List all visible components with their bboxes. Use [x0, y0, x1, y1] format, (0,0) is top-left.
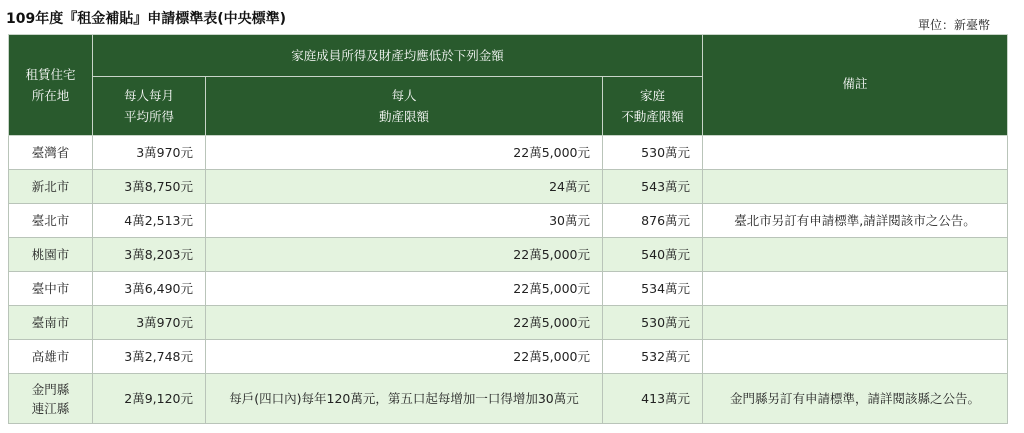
header-income-line1: 每人每月 [123, 88, 174, 103]
remark-cell [703, 272, 1008, 306]
remark-cell [703, 238, 1008, 272]
page-title: 109年度『租金補貼』申請標準表(中央標準) [6, 11, 287, 27]
header-movable-assets [206, 77, 603, 136]
realestate-cell: 540萬元 [603, 238, 703, 272]
header-region-line1: 租賃住宅 [25, 67, 76, 82]
movable-cell: 22萬5,000元 [206, 272, 603, 306]
income-cell: 3萬8,750元 [93, 170, 206, 204]
remark-cell: 臺北市另訂有申請標準,請詳閱該市之公告。 [703, 204, 1008, 238]
region-line1: 金門縣 [31, 381, 70, 397]
realestate-cell: 532萬元 [603, 340, 703, 374]
income-cell: 3萬970元 [93, 136, 206, 170]
header-movable-line1: 每人 [391, 88, 417, 103]
region-cell: 臺灣省 [9, 136, 93, 170]
region-cell: 新北市 [9, 170, 93, 204]
remark-cell [703, 170, 1008, 204]
header-remarks: 備註 [703, 35, 1008, 136]
remark-cell [703, 340, 1008, 374]
region-cell: 臺中市 [9, 272, 93, 306]
table-row [9, 340, 1008, 374]
income-cell: 3萬6,490元 [93, 272, 206, 306]
movable-cell: 24萬元 [206, 170, 603, 204]
header-movable-line2: 動產限額 [378, 109, 429, 124]
header-region-line2: 所在地 [31, 88, 70, 103]
header-monthly-income [93, 77, 206, 136]
realestate-cell: 543萬元 [603, 170, 703, 204]
region-line2: 連江縣 [31, 400, 70, 416]
region-cell: 桃園市 [9, 238, 93, 272]
remark-cell [703, 136, 1008, 170]
movable-cell: 22萬5,000元 [206, 238, 603, 272]
income-cell: 3萬8,203元 [93, 238, 206, 272]
table-row [9, 204, 1008, 238]
table-row [9, 170, 1008, 204]
header-real-estate [603, 77, 703, 136]
header-realestate-line2: 不動產限額 [621, 109, 684, 124]
table-row [9, 136, 1008, 170]
realestate-cell: 530萬元 [603, 136, 703, 170]
realestate-cell: 413萬元 [603, 374, 703, 424]
realestate-cell: 876萬元 [603, 204, 703, 238]
movable-cell: 22萬5,000元 [206, 340, 603, 374]
region-cell: 臺南市 [9, 306, 93, 340]
income-cell: 3萬2,748元 [93, 340, 206, 374]
movable-cell: 22萬5,000元 [206, 136, 603, 170]
movable-cell: 每戶(四口內)每年120萬元，第五口起每增加一口得增加30萬元 [206, 374, 603, 424]
region-cell: 高雄市 [9, 340, 93, 374]
table-row [9, 374, 1008, 424]
region-cell [9, 374, 93, 424]
table-row [9, 306, 1008, 340]
table-row [9, 272, 1008, 306]
header-realestate-line1: 家庭 [640, 88, 666, 103]
income-cell: 4萬2,513元 [93, 204, 206, 238]
income-cell: 2萬9,120元 [93, 374, 206, 424]
header-threshold-group: 家庭成員所得及財產均應低於下列金額 [93, 35, 703, 77]
table-row [9, 238, 1008, 272]
movable-cell: 22萬5,000元 [206, 306, 603, 340]
region-cell: 臺北市 [9, 204, 93, 238]
currency-unit-note: 單位：新臺幣 [917, 18, 990, 32]
realestate-cell: 530萬元 [603, 306, 703, 340]
remark-cell: 金門縣另訂有申請標準，請詳閱該縣之公告。 [703, 374, 1008, 424]
realestate-cell: 534萬元 [603, 272, 703, 306]
rent-subsidy-standards-table [8, 34, 1008, 424]
income-cell: 3萬970元 [93, 306, 206, 340]
remark-cell [703, 306, 1008, 340]
header-income-line2: 平均所得 [123, 109, 174, 124]
movable-cell: 30萬元 [206, 204, 603, 238]
header-region [9, 35, 93, 136]
